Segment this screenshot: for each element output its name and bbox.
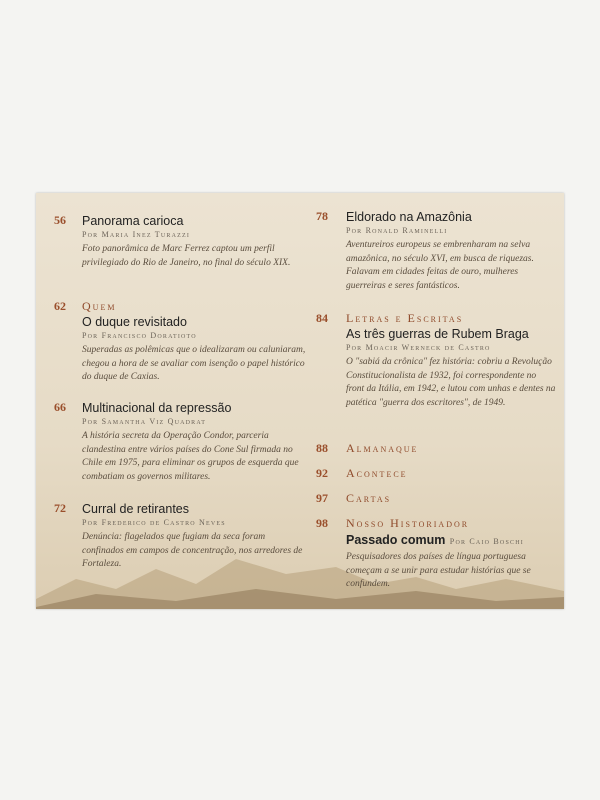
toc-entry[interactable] (54, 501, 306, 572)
page-number: 56 (54, 213, 66, 227)
page-number: 62 (54, 299, 66, 313)
article-byline: Por Frederico de Castro Neves (82, 518, 226, 527)
page-number: 66 (54, 400, 66, 414)
section-name: Almanaque (346, 441, 419, 455)
page-number: 78 (316, 209, 328, 223)
article-description: Foto panorâmica de Marc Ferrez captou um perfil privilegiado do Rio de Janeiro, no final do século XIX. (82, 244, 291, 268)
article-description: Denúncia: flagelados que fugiam da seca foram confinados em campos de concentração, nos arredores de Fortaleza. (82, 532, 303, 569)
article-description: Pesquisadores dos países de língua portuguesa começam a se unir para estudar histórias que se confundem. (346, 552, 531, 589)
toc-entry[interactable] (54, 213, 306, 270)
toc-entry[interactable] (316, 466, 556, 481)
article-byline: Por Caio Boschi (449, 537, 524, 546)
article-byline: Por Moacir Werneck de Castro (346, 343, 491, 352)
article-byline: Por Ronald Raminelli (346, 226, 448, 235)
article-title: Curral de retirantes (82, 502, 189, 516)
toc-entry[interactable] (316, 209, 556, 293)
article-byline: Por Maria Inez Turazzi (82, 230, 191, 239)
article-description: O "sabiá da crônica" fez história: cobriu a Revolução Constitucionalista de 1932, foi correspondente no front da Itália, em 1942, e lutou com unhas e dentes na patética "guerra dos escritores", de 1949. (346, 357, 556, 408)
toc-entry[interactable] (316, 516, 556, 592)
toc-entry[interactable] (54, 299, 306, 385)
toc-entry[interactable] (316, 441, 556, 456)
page-number: 88 (316, 441, 328, 455)
page-number: 72 (54, 501, 66, 515)
section-name: Quem (82, 299, 117, 313)
article-title: Multinacional da repressão (82, 401, 232, 415)
section-name: Cartas (346, 491, 392, 505)
page-number: 84 (316, 311, 328, 325)
page-number: 92 (316, 466, 328, 480)
article-title: Passado comum (346, 533, 446, 547)
article-title: Eldorado na Amazônia (346, 210, 472, 224)
article-byline: Por Francisco Doratioto (82, 331, 197, 340)
article-description: Aventureiros europeus se embrenharam na selva amazônica, no século XVI, em busca de riquezas. Falavam em cidades feitas de ouro, mulheres guerreiras e seres fantásticos. (346, 240, 534, 291)
article-title: O duque revisitado (82, 315, 187, 329)
article-description: A história secreta da Operação Condor, parceria clandestina entre vários países do Cone Sul firmada no Chile em 1975, para eliminar os grupos de esquerda que combatiam os governos militares. (82, 431, 299, 482)
article-description: Superadas as polêmicas que o idealizaram ou caluniaram, chegou a hora de se avaliar com isenção o papel histórico do duque de Caxias. (82, 345, 306, 382)
section-name: Nosso Historiador (346, 516, 470, 530)
section-name: Letras e Escritas (346, 311, 464, 325)
section-name: Acontece (346, 466, 408, 480)
page-number: 97 (316, 491, 328, 505)
toc-entry[interactable] (316, 311, 556, 410)
magazine-page (36, 193, 564, 609)
toc-entry[interactable] (54, 400, 306, 484)
article-title: Panorama carioca (82, 214, 184, 228)
article-byline: Por Samantha Viz Quadrat (82, 417, 207, 426)
page-number: 98 (316, 516, 328, 530)
toc-entry[interactable] (316, 491, 556, 506)
article-title: As três guerras de Rubem Braga (346, 327, 529, 341)
